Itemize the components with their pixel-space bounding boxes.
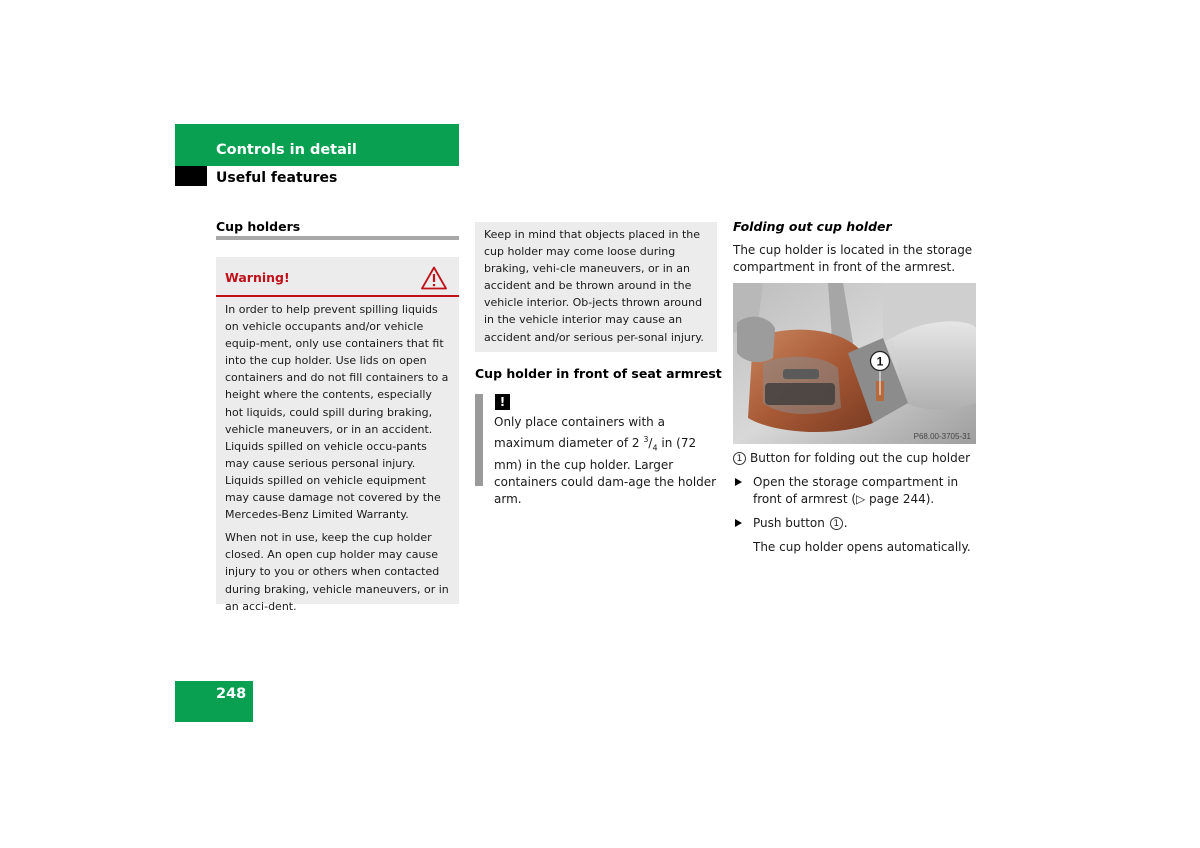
warning-box bbox=[216, 257, 459, 613]
photo-code: P68.00-3705-31 bbox=[913, 432, 971, 441]
folding-intro-text: The cup holder is located in the storage compartment in front of the armrest. bbox=[733, 243, 973, 275]
warning-paragraph-1: In order to help prevent spilling liquids on vehicle occupants and/or vehicle equip-ment, only use containers that fit into the cup holder. Use lids on open containers and do not fill containers to a height where the contents, especially hot liquids, could spill during braking, vehicle maneuvers, or in an accident. Liquids spilled on vehicle occu-pants may cause serious personal injury. Liquids spilled on vehicle equipment may cause damage not covered by the Mercedes-Benz Limited Warranty. bbox=[225, 303, 449, 522]
note-side-bar bbox=[475, 394, 483, 486]
photo-callout-1: 1 bbox=[876, 354, 884, 369]
fraction-numerator: 3 bbox=[643, 435, 649, 445]
note-text-after: in (72 mm) in the cup holder. Larger containers could dam-age the holder arm. bbox=[494, 436, 717, 506]
photo-caption bbox=[733, 450, 976, 467]
front-armrest-heading: Cup holder in front of seat armrest bbox=[475, 366, 722, 381]
step-2-before: Push button bbox=[753, 516, 829, 530]
warning-triangle-icon bbox=[421, 266, 447, 290]
caution-text: Keep in mind that objects placed in the cup holder may come loose during braking, vehi-cle maneuvers, or in an accident and be thrown around in the vehicle interior. Ob-jects thrown around in the vehicle interior may cause an accident and/or serious per-sonal injury. bbox=[484, 228, 704, 344]
step-result-text: The cup holder opens automatically. bbox=[753, 540, 971, 554]
subsection-title: Useful features bbox=[216, 170, 338, 186]
cup-holders-heading: Cup holders bbox=[216, 219, 301, 234]
warning-label: Warning! bbox=[225, 270, 290, 285]
step-2-text bbox=[753, 515, 976, 532]
button-number-icon: 1 bbox=[830, 517, 843, 530]
fraction-denominator: 4 bbox=[652, 443, 658, 453]
warning-text bbox=[225, 301, 453, 621]
section-tab-marker bbox=[175, 166, 207, 186]
fraction-slash: / bbox=[648, 436, 653, 451]
bullet-arrow-icon bbox=[735, 478, 742, 486]
note-exclamation-icon: ! bbox=[495, 394, 510, 410]
caption-number-icon: 1 bbox=[733, 452, 746, 465]
step-1-text: Open the storage compartment in front of armrest (▷ page 244). bbox=[753, 475, 959, 507]
caution-box bbox=[475, 222, 717, 352]
warning-paragraph-2: When not in use, keep the cup holder closed. An open cup holder may cause injury to you or others when contacted during braking, vehicle maneuvers, or in an acci-dent. bbox=[225, 531, 449, 613]
heading-rule bbox=[216, 236, 459, 240]
cup-holder-photo bbox=[733, 283, 976, 444]
caption-text: Button for folding out the cup holder bbox=[750, 451, 971, 465]
folding-out-heading: Folding out cup holder bbox=[733, 219, 892, 234]
note-text bbox=[494, 414, 718, 508]
note-text-before: Only place containers with a maximum diameter of 2 bbox=[494, 415, 665, 451]
bullet-arrow-icon bbox=[735, 519, 742, 527]
section-title: Controls in detail bbox=[216, 142, 357, 158]
step-2-after: . bbox=[843, 516, 848, 530]
page-number: 248 bbox=[216, 686, 247, 702]
warning-rule bbox=[216, 295, 459, 297]
